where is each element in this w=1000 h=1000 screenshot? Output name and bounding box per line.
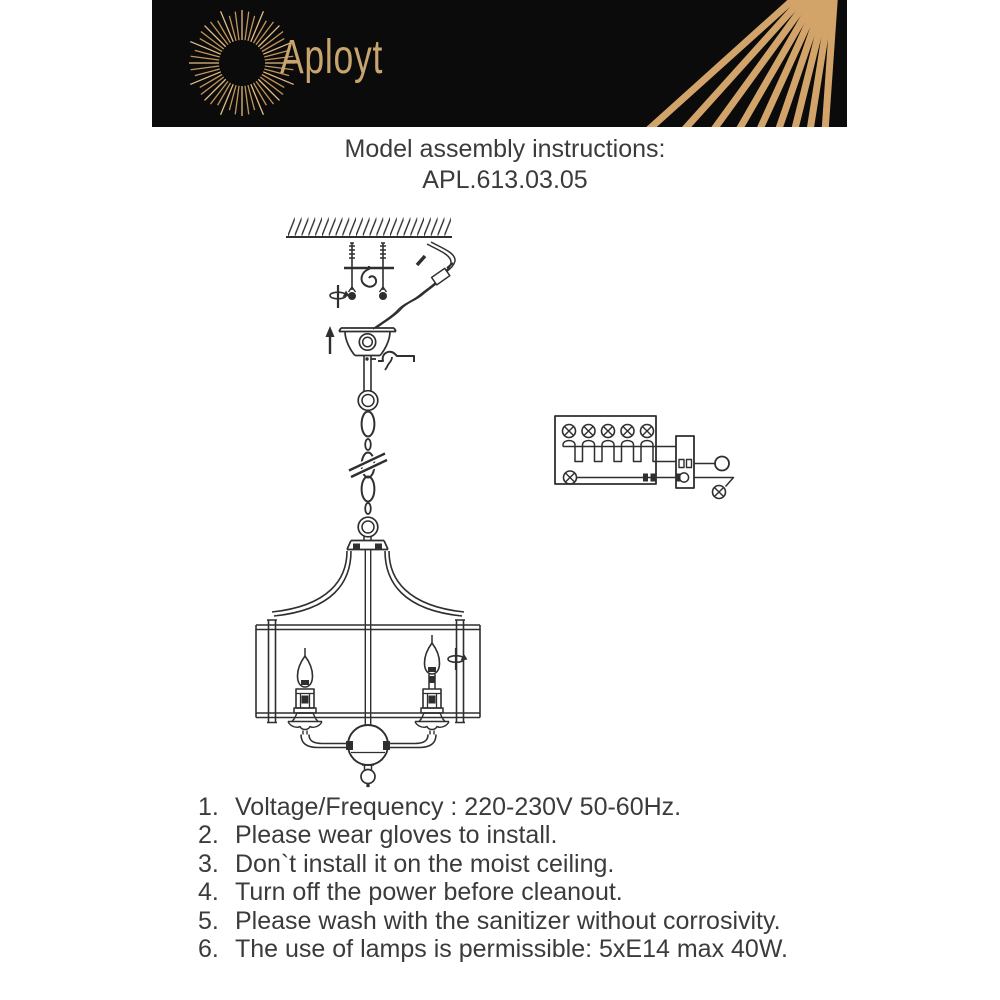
canopy: [326, 326, 415, 392]
instruction-item: [198, 793, 788, 821]
instruction-item: [198, 878, 788, 906]
instruction-text: Voltage/Frequency : 220-230V 50-60Hz.: [235, 793, 682, 821]
instruction-text: Turn off the power before cleanout.: [235, 878, 623, 907]
wiring-diagram: [555, 416, 734, 499]
instruction-text: The use of lamps is permissible: 5xE14 max 40W.: [235, 935, 789, 964]
chandelier-frame: [256, 537, 480, 788]
chain: [349, 391, 387, 537]
instruction-number: 1.: [198, 793, 219, 821]
ceiling-hatch: [286, 217, 452, 237]
mounting-hardware: [330, 243, 394, 308]
model-number: APL.613.03.05: [422, 166, 588, 194]
hanging-wire: [373, 242, 455, 329]
instruction-item: [198, 935, 788, 963]
instruction-number: 3.: [198, 849, 219, 878]
instruction-text: Don`t install it on the moist ceiling.: [235, 849, 615, 878]
instruction-number: 4.: [198, 878, 219, 907]
instruction-text: Please wear gloves to install.: [235, 821, 558, 850]
instruction-item: [198, 850, 788, 878]
instruction-number: 6.: [198, 935, 219, 964]
instruction-number: 2.: [198, 821, 219, 850]
instruction-number: 5.: [198, 906, 219, 935]
instruction-item: [198, 907, 788, 935]
instructions-list: [198, 793, 788, 963]
brand-name: Aployt: [280, 31, 384, 84]
instruction-item: [198, 821, 788, 849]
page-title: Model assembly instructions:: [344, 135, 666, 163]
instruction-text: Please wash with the sanitizer without corrosivity.: [235, 906, 781, 935]
hook-clip-icon: [365, 352, 414, 370]
